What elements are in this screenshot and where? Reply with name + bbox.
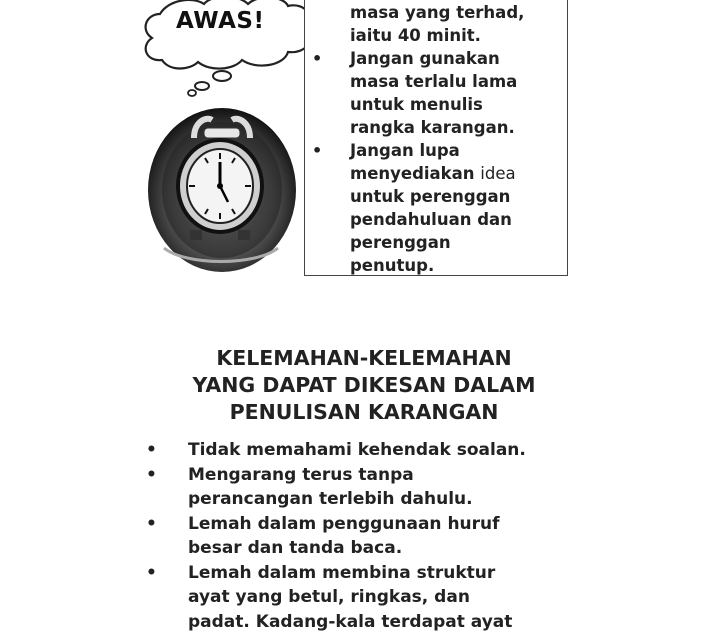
tips-box	[304, 0, 568, 276]
tip-line: perenggan	[350, 231, 567, 254]
bullet: •	[146, 561, 157, 586]
list-item	[140, 463, 700, 512]
list-item-line: Lemah dalam membina struktur	[188, 561, 700, 586]
list-item-line: perancangan terlebih dahulu.	[188, 487, 700, 512]
bullet: •	[146, 438, 157, 463]
list-item-line: padat. Kadang-kala terdapat ayat	[188, 610, 700, 634]
tip-line: untuk perenggan	[350, 185, 567, 208]
alarm-clock-icon	[146, 98, 298, 276]
list-item-line: ayat yang betul, ringkas, dan	[188, 585, 700, 610]
tip-line: penutup.	[350, 254, 567, 277]
warning-word: AWAS!	[176, 8, 264, 34]
tip-line: Jangan lupa	[350, 139, 567, 162]
bullet: •	[146, 463, 157, 488]
tip-line: masa yang terhad,	[350, 1, 567, 24]
list-item-line: Mengarang terus tanpa	[188, 463, 700, 488]
section-title-line: KELEMAHAN-KELEMAHAN	[0, 345, 728, 372]
tip-item	[305, 1, 567, 47]
tip-line: iaitu 40 minit.	[350, 24, 567, 47]
list-item	[140, 512, 700, 561]
tip-word-idea: idea	[480, 164, 515, 183]
tip-line: rangka karangan.	[350, 116, 567, 139]
list-item	[140, 561, 700, 634]
tip-line	[350, 162, 567, 185]
section-title	[0, 345, 728, 426]
list-item-line: besar dan tanda baca.	[188, 536, 700, 561]
section-title-line: PENULISAN KARANGAN	[0, 399, 728, 426]
tip-item	[305, 139, 567, 277]
tip-line: untuk menulis	[350, 93, 567, 116]
weakness-list	[140, 438, 700, 634]
bullet: •	[146, 512, 157, 537]
list-item	[140, 438, 700, 463]
section-title-line: YANG DAPAT DIKESAN DALAM	[0, 372, 728, 399]
bullet: •	[312, 139, 322, 162]
bullet: •	[312, 47, 322, 70]
tip-item	[305, 47, 567, 139]
list-item-line: Tidak memahami kehendak soalan.	[188, 438, 700, 463]
tip-text: menyediakan	[350, 164, 475, 183]
tip-line: pendahuluan dan	[350, 208, 567, 231]
list-item-line: Lemah dalam penggunaan huruf	[188, 512, 700, 537]
tip-line: masa terlalu lama	[350, 70, 567, 93]
tip-line: Jangan gunakan	[350, 47, 567, 70]
